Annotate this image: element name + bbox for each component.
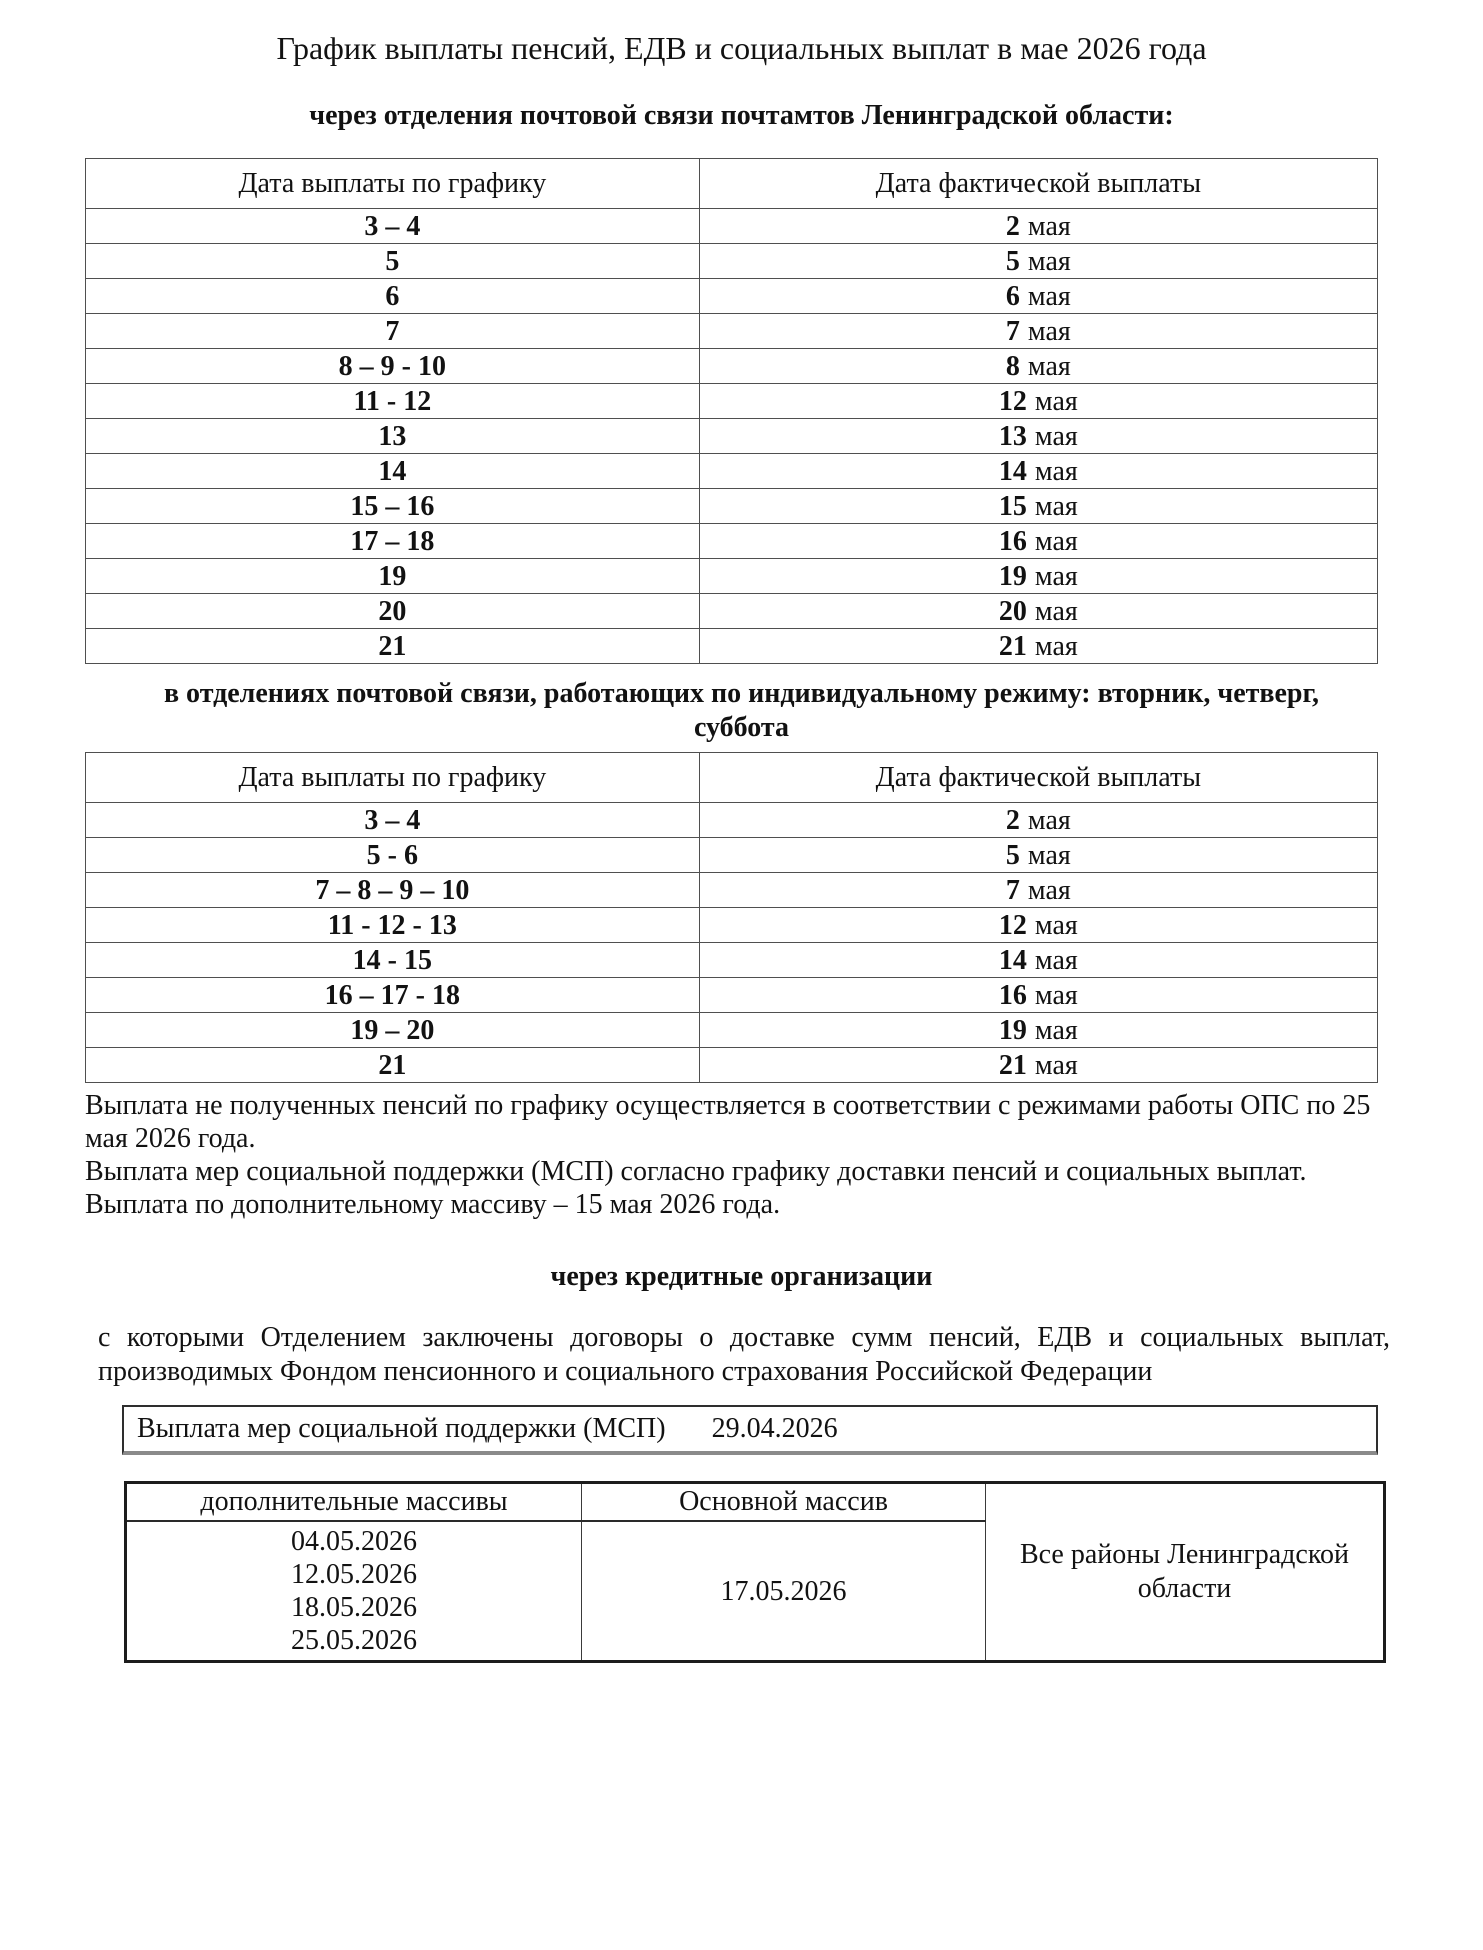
table-row — [86, 314, 1378, 349]
individual-payment-table — [85, 752, 1378, 1083]
table-row — [86, 349, 1378, 384]
main-date-cell: 17.05.2026 — [582, 1521, 986, 1662]
actual-date-cell: 20 мая — [699, 594, 1377, 629]
schedule-date-header: Дата выплаты по графику — [86, 753, 700, 803]
table-row — [86, 908, 1378, 943]
msp-date: 29.04.2026 — [711, 1413, 838, 1445]
schedule-date-cell: 5 - 6 — [86, 838, 700, 873]
table-header-row — [86, 753, 1378, 803]
individual-heading-line1: в отделениях почтовой связи, работающих по индивидуальному режиму: вторник, четверг, — [163, 678, 1320, 709]
credit-delivery-table — [124, 1481, 1386, 1663]
document-page — [0, 30, 1483, 1950]
schedule-date-cell: 11 - 12 - 13 — [86, 908, 700, 943]
page-title: График выплаты пенсий, ЕДВ и социальных выплат в мае 2026 года — [276, 30, 1207, 66]
additional-date: 04.05.2026 — [291, 1526, 417, 1558]
table-row — [86, 594, 1378, 629]
table-row — [86, 978, 1378, 1013]
post-payment-table — [85, 158, 1378, 664]
notes-block — [85, 1089, 1413, 1221]
table-row — [86, 454, 1378, 489]
actual-date-cell: 13 мая — [699, 419, 1377, 454]
credit-description: с которыми Отделением заключены договоры о доставке сумм пенсий, ЕДВ и социальных выплат, производимых Фондом пенсионного и социального страхования Российской Федерации — [98, 1322, 1390, 1388]
schedule-date-cell: 3 – 4 — [86, 803, 700, 838]
actual-date-cell: 12 мая — [699, 384, 1377, 419]
table-row — [86, 803, 1378, 838]
table-row — [86, 279, 1378, 314]
schedule-date-cell: 13 — [86, 419, 700, 454]
schedule-date-cell: 14 — [86, 454, 700, 489]
table-row — [86, 384, 1378, 419]
schedule-date-cell: 16 – 17 - 18 — [86, 978, 700, 1013]
actual-date-header: Дата фактической выплаты — [699, 753, 1377, 803]
schedule-date-cell: 19 – 20 — [86, 1013, 700, 1048]
actual-date-cell: 2 мая — [699, 209, 1377, 244]
table-row — [86, 629, 1378, 664]
schedule-date-cell: 20 — [86, 594, 700, 629]
schedule-date-cell: 8 – 9 - 10 — [86, 349, 700, 384]
table-row — [86, 943, 1378, 978]
schedule-date-cell: 14 - 15 — [86, 943, 700, 978]
individual-heading-line2: суббота — [693, 711, 790, 743]
table-row — [86, 419, 1378, 454]
additional-date: 18.05.2026 — [291, 1592, 417, 1624]
table-row — [86, 489, 1378, 524]
actual-date-cell: 2 мая — [699, 803, 1377, 838]
actual-date-cell: 16 мая — [699, 524, 1377, 559]
table-row — [86, 559, 1378, 594]
actual-date-cell: 14 мая — [699, 454, 1377, 489]
actual-date-cell: 8 мая — [699, 349, 1377, 384]
note-paragraph: Выплата мер социальной поддержки (МСП) согласно графику доставки пенсий и социальных выплат. — [85, 1156, 1307, 1188]
schedule-date-cell: 15 – 16 — [86, 489, 700, 524]
additional-date: 12.05.2026 — [291, 1559, 417, 1591]
actual-date-cell: 7 мая — [699, 873, 1377, 908]
table-row — [86, 873, 1378, 908]
note-paragraph: Выплата не полученных пенсий по графику осуществляется в соответствии с режимами работы ОПС по 25 мая 2026 года. — [85, 1090, 1371, 1155]
schedule-date-header: Дата выплаты по графику — [86, 159, 700, 209]
actual-date-cell: 6 мая — [699, 279, 1377, 314]
schedule-date-cell: 5 — [86, 244, 700, 279]
table-row — [86, 1013, 1378, 1048]
actual-date-cell: 15 мая — [699, 489, 1377, 524]
table-row — [86, 209, 1378, 244]
schedule-date-cell: 6 — [86, 279, 700, 314]
additional-arrays-header: дополнительные массивы — [126, 1483, 582, 1522]
actual-date-cell: 5 мая — [699, 244, 1377, 279]
post-section-heading: через отделения почтовой связи почтамтов Ленинградской области: — [309, 100, 1174, 131]
additional-date: 25.05.2026 — [291, 1625, 417, 1657]
additional-dates-cell — [126, 1521, 582, 1662]
schedule-date-cell: 7 — [86, 314, 700, 349]
schedule-date-cell: 21 — [86, 629, 700, 664]
note-paragraph: Выплата по дополнительному массиву – 15 мая 2026 года. — [85, 1189, 781, 1221]
actual-date-header: Дата фактической выплаты — [699, 159, 1377, 209]
schedule-date-cell: 3 – 4 — [86, 209, 700, 244]
table-row — [86, 838, 1378, 873]
main-array-header: Основной массив — [582, 1483, 986, 1522]
actual-date-cell: 19 мая — [699, 559, 1377, 594]
actual-date-cell: 12 мая — [699, 908, 1377, 943]
msp-label: Выплата мер социальной поддержки (МСП) — [137, 1413, 666, 1445]
individual-section-heading — [60, 677, 1423, 744]
actual-date-cell: 16 мая — [699, 978, 1377, 1013]
table-row — [86, 244, 1378, 279]
actual-date-cell: 7 мая — [699, 314, 1377, 349]
actual-date-cell: 5 мая — [699, 838, 1377, 873]
schedule-date-cell: 7 – 8 – 9 – 10 — [86, 873, 700, 908]
msp-payment-box — [122, 1405, 1378, 1455]
credit-section-heading: через кредитные организации — [550, 1261, 933, 1293]
table-header-row — [86, 159, 1378, 209]
actual-date-cell: 19 мая — [699, 1013, 1377, 1048]
table-row — [86, 524, 1378, 559]
table-row — [86, 1048, 1378, 1083]
schedule-date-cell: 19 — [86, 559, 700, 594]
schedule-date-cell: 17 – 18 — [86, 524, 700, 559]
delivery-header-row — [126, 1483, 1385, 1522]
actual-date-cell: 14 мая — [699, 943, 1377, 978]
actual-date-cell: 21 мая — [699, 1048, 1377, 1083]
schedule-date-cell: 11 - 12 — [86, 384, 700, 419]
actual-date-cell: 21 мая — [699, 629, 1377, 664]
schedule-date-cell: 21 — [86, 1048, 700, 1083]
region-cell: Все районы Ленинградской области — [986, 1483, 1385, 1662]
